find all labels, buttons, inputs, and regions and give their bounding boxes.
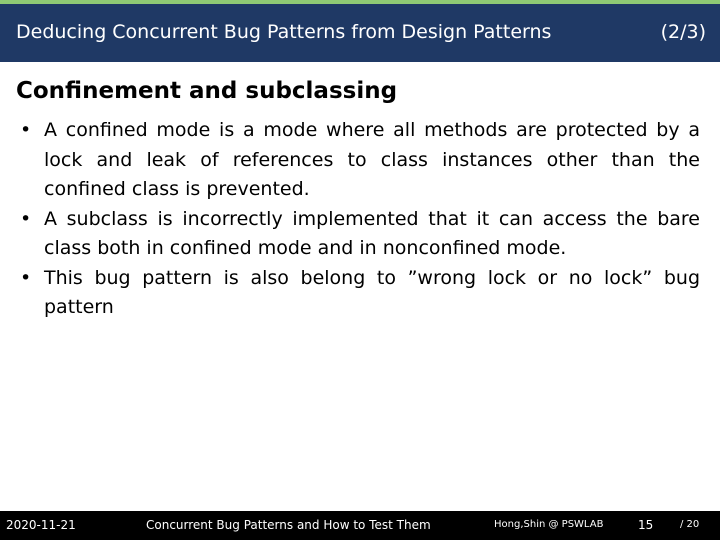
bullet-dot-icon: • bbox=[20, 119, 32, 141]
bullet-text: A confined mode is a mode where all methods are protected by a lock and leak of references to class instances other than the confined class is prevented. bbox=[44, 119, 700, 200]
footer-page-number: 15 bbox=[638, 518, 654, 532]
slide-header bbox=[0, 4, 720, 62]
bullet-text: A subclass is incorrectly implemented that it can access the bare class both in confined mode and in nonconfined mode. bbox=[44, 207, 700, 259]
bullet-dot-icon: • bbox=[20, 207, 32, 230]
footer-date: 2020-11-21 bbox=[6, 518, 76, 532]
section-heading: Confinement and subclassing bbox=[16, 78, 398, 104]
bullet-item bbox=[20, 205, 700, 264]
slide-footer bbox=[0, 511, 720, 540]
slide-title: Deducing Concurrent Bug Patterns from Design Patterns bbox=[16, 21, 552, 43]
bullet-text: This bug pattern is also belong to ”wrong lock or no lock” bug pattern bbox=[44, 266, 700, 318]
footer-author: Hong,Shin @ PSWLAB bbox=[494, 519, 604, 530]
bullet-item bbox=[20, 264, 700, 323]
bullet-item bbox=[20, 116, 700, 205]
footer-presentation-title: Concurrent Bug Patterns and How to Test Them bbox=[146, 518, 431, 532]
slide-part-counter: (2/3) bbox=[660, 21, 706, 43]
footer-page-total: / 20 bbox=[680, 519, 700, 530]
bullet-list bbox=[20, 116, 700, 323]
bullet-dot-icon: • bbox=[20, 266, 32, 289]
